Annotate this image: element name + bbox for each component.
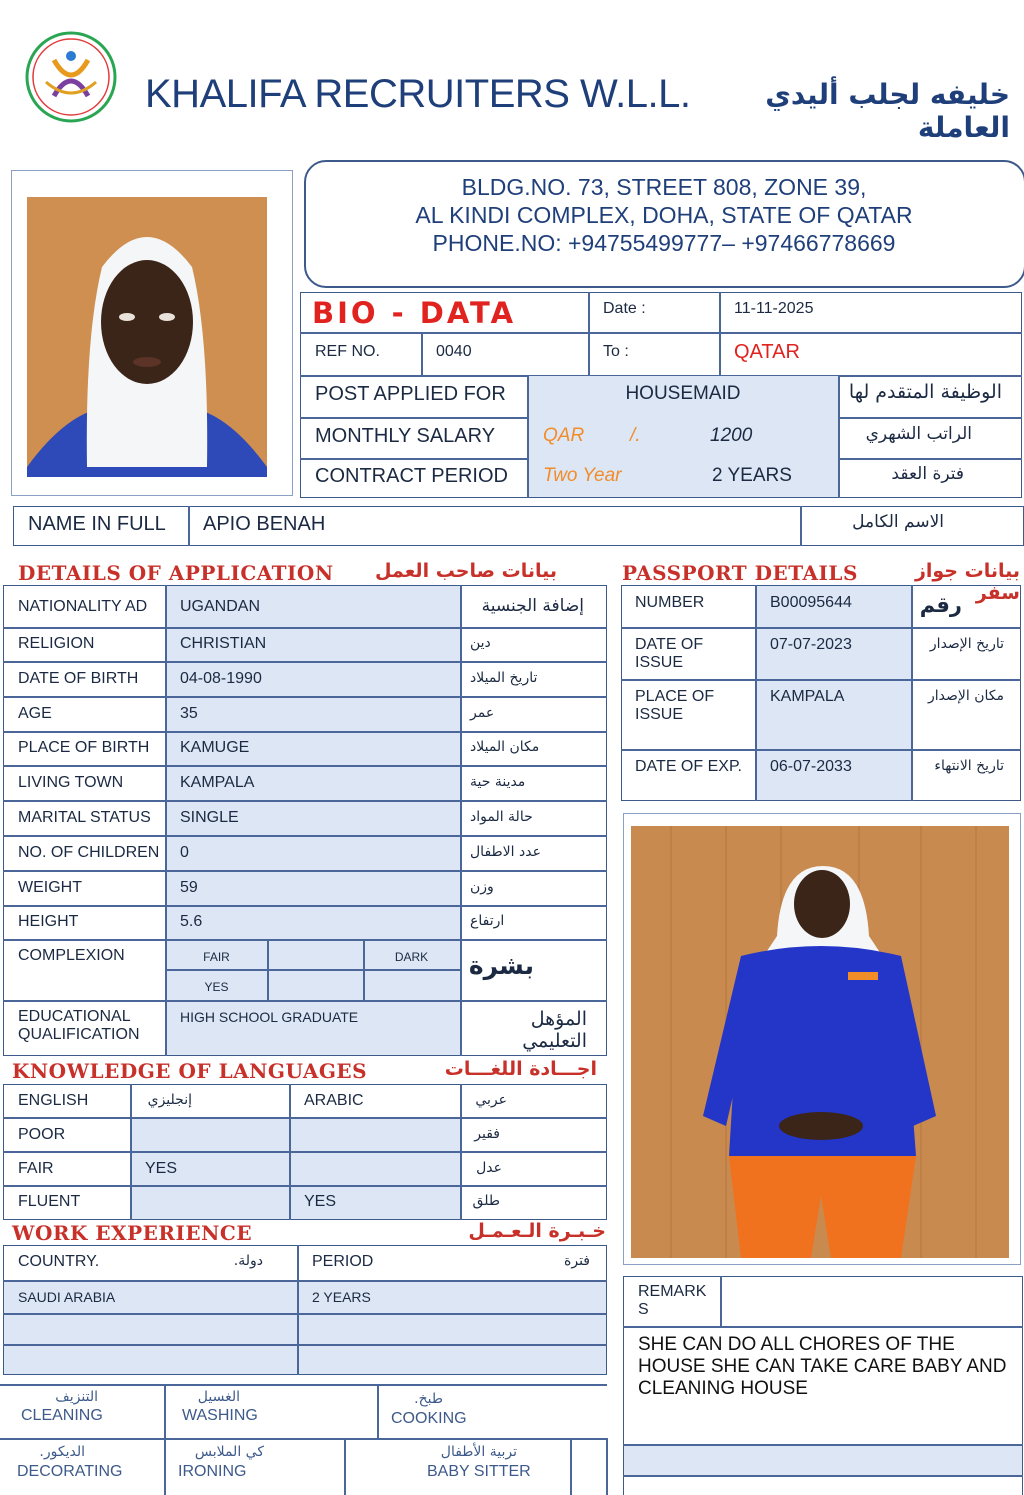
skill-baby-sitter-arabic: تربية الأطفال bbox=[440, 1444, 517, 1460]
contract-label-arabic: فترة العقد bbox=[891, 464, 964, 484]
salary-currency: QAR bbox=[543, 425, 585, 446]
app-date-of-birth-arabic: تاريخ الميلاد bbox=[470, 669, 538, 686]
lang-fair-label: FAIR bbox=[18, 1160, 54, 1177]
lang-fair-arabic: عدل bbox=[476, 1160, 502, 1176]
app-no-of-children-value: 0 bbox=[180, 843, 189, 861]
app-weight-arabic: وزن bbox=[470, 878, 494, 895]
date-label: Date : bbox=[603, 300, 646, 317]
app-marital-status-arabic: حالة المواد bbox=[470, 808, 533, 825]
lang-english-arabic: إنجليزي bbox=[147, 1092, 192, 1108]
lang-fluent-arabic-value: YES bbox=[304, 1193, 337, 1210]
passport-number-label: NUMBER bbox=[635, 594, 705, 611]
passport-issue-place-arabic: مكان الإصدار bbox=[928, 688, 1004, 704]
app-age-label: AGE bbox=[18, 704, 52, 722]
app-no-of-children-label: NO. OF CHILDREN bbox=[18, 843, 160, 861]
company-name-arabic: خليفه لجلب أليدي العاملة bbox=[765, 78, 1010, 144]
application-section-title: DETAILS OF APPLICATION bbox=[18, 561, 334, 585]
salary-separator: /. bbox=[630, 425, 641, 446]
education-label-line1: EDUCATIONAL bbox=[18, 1008, 131, 1025]
app-nationality-ad-value: UGANDAN bbox=[180, 597, 261, 615]
skill-cleaning-arabic: التنزيف bbox=[55, 1389, 98, 1405]
education-label-line2: QUALIFICATION bbox=[18, 1026, 140, 1043]
languages-section-title-arabic: اجـــادة اللغـــات bbox=[444, 1058, 597, 1080]
salary-label-arabic: الراتب الشهري bbox=[865, 424, 972, 444]
passport-issue-date-label-line1: DATE OF bbox=[635, 636, 704, 653]
experience-country-arabic: دولة. bbox=[233, 1253, 263, 1269]
to-value: QATAR bbox=[734, 341, 800, 363]
passport-issue-date-value: 07-07-2023 bbox=[770, 636, 852, 653]
bio-data-title: BIO - DATA bbox=[312, 296, 517, 330]
passport-issue-date-arabic: تاريخ الإصدار bbox=[929, 636, 1004, 652]
contract-value: 2 YEARS bbox=[712, 465, 792, 486]
experience-row-country: SAUDI ARABIA bbox=[18, 1289, 116, 1305]
app-religion-arabic: دين bbox=[470, 635, 491, 651]
languages-section-title: KNOWLEDGE OF LANGUAGES bbox=[12, 1059, 368, 1083]
skill-washing-arabic: الغسيل bbox=[197, 1389, 240, 1405]
remarks-text: SHE CAN DO ALL CHORES OF THE HOUSE SHE CAN TAKE CARE BABY AND CLEANING HOUSE bbox=[638, 1334, 1007, 1399]
app-no-of-children-arabic: عدد الاطفال bbox=[470, 843, 541, 860]
app-date-of-birth-label: DATE OF BIRTH bbox=[18, 669, 139, 687]
passport-issue-place-value: KAMPALA bbox=[770, 688, 845, 705]
name-value: APIO BENAH bbox=[203, 513, 326, 535]
app-nationality-ad-label: NATIONALITY AD bbox=[18, 597, 148, 615]
app-nationality-ad-arabic: إضافة الجنسية bbox=[481, 595, 584, 616]
lang-arabic-label: ARABIC bbox=[304, 1092, 364, 1109]
lang-fair-english-value: YES bbox=[145, 1160, 178, 1177]
app-living-town-value: KAMPALA bbox=[180, 773, 255, 791]
app-living-town-arabic: مدينة حية bbox=[470, 773, 526, 790]
passport-issue-date-label-line2: ISSUE bbox=[635, 654, 684, 671]
company-logo bbox=[24, 30, 118, 124]
app-place-of-birth-label: PLACE OF BIRTH bbox=[18, 739, 150, 756]
passport-expiry-label: DATE OF EXP. bbox=[635, 758, 742, 775]
address-line-2: AL KINDI COMPLEX, DOHA, STATE OF QATAR bbox=[415, 202, 913, 228]
app-place-of-birth-arabic: مكان الميلاد bbox=[470, 739, 540, 755]
passport-section-title: PASSPORT DETAILS bbox=[622, 561, 858, 585]
complexion-dark: DARK bbox=[394, 950, 429, 964]
complexion-fair: FAIR bbox=[203, 950, 230, 964]
lang-fluent-arabic: طلق bbox=[472, 1193, 500, 1209]
ref-label: REF NO. bbox=[315, 343, 380, 360]
app-height-value: 5.6 bbox=[180, 913, 203, 930]
skill-ironing-arabic: كي الملابس bbox=[194, 1444, 264, 1460]
post-label-arabic: الوظيفة المتقدم لها bbox=[848, 381, 1002, 403]
full-body-photo bbox=[631, 826, 1009, 1258]
skill-ironing: IRONING bbox=[178, 1463, 247, 1480]
passport-expiry-value: 06-07-2033 bbox=[770, 758, 852, 775]
skill-cooking-arabic: طبخ. bbox=[414, 1391, 443, 1407]
experience-country-label: COUNTRY. bbox=[18, 1253, 100, 1270]
application-section-title-arabic: بيانات صاحب العمل bbox=[375, 560, 557, 582]
app-age-value: 35 bbox=[180, 704, 198, 722]
complexion-label: COMPLEXION bbox=[18, 947, 125, 964]
post-value: HOUSEMAID bbox=[625, 383, 741, 404]
to-label: To : bbox=[603, 343, 629, 360]
experience-section-title-arabic: خـبـرة الـعـمـل bbox=[468, 1220, 606, 1242]
date-value: 11-11-2025 bbox=[734, 300, 814, 317]
salary-value: 1200 bbox=[710, 425, 753, 446]
lang-poor-arabic: فقير bbox=[474, 1126, 500, 1142]
app-age-arabic: عمر bbox=[470, 704, 495, 721]
ref-value: 0040 bbox=[436, 343, 472, 360]
name-label-arabic: الاسم الكامل bbox=[852, 512, 944, 532]
phone-line: PHONE.NO: +94755499777– +97466778669 bbox=[432, 230, 896, 256]
app-marital-status-value: SINGLE bbox=[180, 808, 239, 826]
app-living-town-label: LIVING TOWN bbox=[18, 773, 124, 791]
app-place-of-birth-value: KAMUGE bbox=[180, 739, 250, 756]
education-value: HIGH SCHOOL GRADUATE bbox=[180, 1009, 359, 1025]
app-height-arabic: ارتفاع bbox=[470, 913, 505, 929]
passport-section-title-arabic: بيانات جواز سفر bbox=[914, 560, 1020, 604]
skill-washing: WASHING bbox=[182, 1407, 258, 1424]
post-label: POST APPLIED FOR bbox=[315, 383, 506, 405]
skill-baby-sitter: BABY SITTER bbox=[427, 1463, 531, 1480]
skill-cooking: COOKING bbox=[391, 1410, 467, 1427]
skill-cleaning: CLEANING bbox=[21, 1407, 103, 1424]
app-height-label: HEIGHT bbox=[18, 913, 79, 930]
remarks-label-line1: REMARK bbox=[638, 1283, 707, 1300]
passport-number-arabic: رقم bbox=[919, 593, 962, 617]
contract-note: Two Year bbox=[543, 465, 622, 486]
app-marital-status-label: MARITAL STATUS bbox=[18, 808, 151, 826]
name-label: NAME IN FULL bbox=[28, 513, 166, 535]
experience-period-label: PERIOD bbox=[312, 1253, 374, 1270]
skill-decorating-arabic: الديكور. bbox=[39, 1444, 85, 1460]
experience-section-title: WORK EXPERIENCE bbox=[12, 1221, 253, 1245]
salary-label: MONTHLY SALARY bbox=[315, 425, 496, 447]
passport-expiry-arabic: تاريخ الانتهاء bbox=[934, 758, 1004, 774]
app-religion-label: RELIGION bbox=[18, 635, 95, 652]
app-weight-value: 59 bbox=[180, 878, 198, 896]
education-label-arabic: المؤهل التعليمي bbox=[522, 1008, 587, 1052]
app-religion-value: CHRISTIAN bbox=[180, 635, 267, 652]
passport-issue-place-label-line1: PLACE OF bbox=[635, 688, 715, 705]
remarks-label-line2: S bbox=[638, 1301, 649, 1318]
experience-row-period: 2 YEARS bbox=[312, 1289, 371, 1305]
lang-arabic-arabic: عربي bbox=[475, 1092, 507, 1108]
complexion-yes: YES bbox=[204, 980, 229, 994]
contract-label: CONTRACT PERIOD bbox=[315, 465, 508, 487]
company-name: KHALIFA RECRUITERS W.L.L. bbox=[145, 72, 691, 116]
complexion-label-arabic: بشرة bbox=[468, 951, 534, 980]
address-line-1: BLDG.NO. 73, STREET 808, ZONE 39, bbox=[461, 174, 867, 200]
lang-fluent-label: FLUENT bbox=[18, 1193, 81, 1210]
app-weight-label: WEIGHT bbox=[18, 878, 82, 896]
experience-period-arabic: فترة bbox=[564, 1253, 590, 1269]
skill-decorating: DECORATING bbox=[17, 1463, 123, 1480]
app-date-of-birth-value: 04-08-1990 bbox=[180, 669, 262, 687]
passport-number-value: B00095644 bbox=[770, 594, 852, 611]
portrait-photo bbox=[27, 197, 267, 477]
lang-english-label: ENGLISH bbox=[18, 1092, 89, 1109]
lang-poor-label: POOR bbox=[18, 1126, 66, 1143]
passport-issue-place-label-line2: ISSUE bbox=[635, 706, 684, 723]
